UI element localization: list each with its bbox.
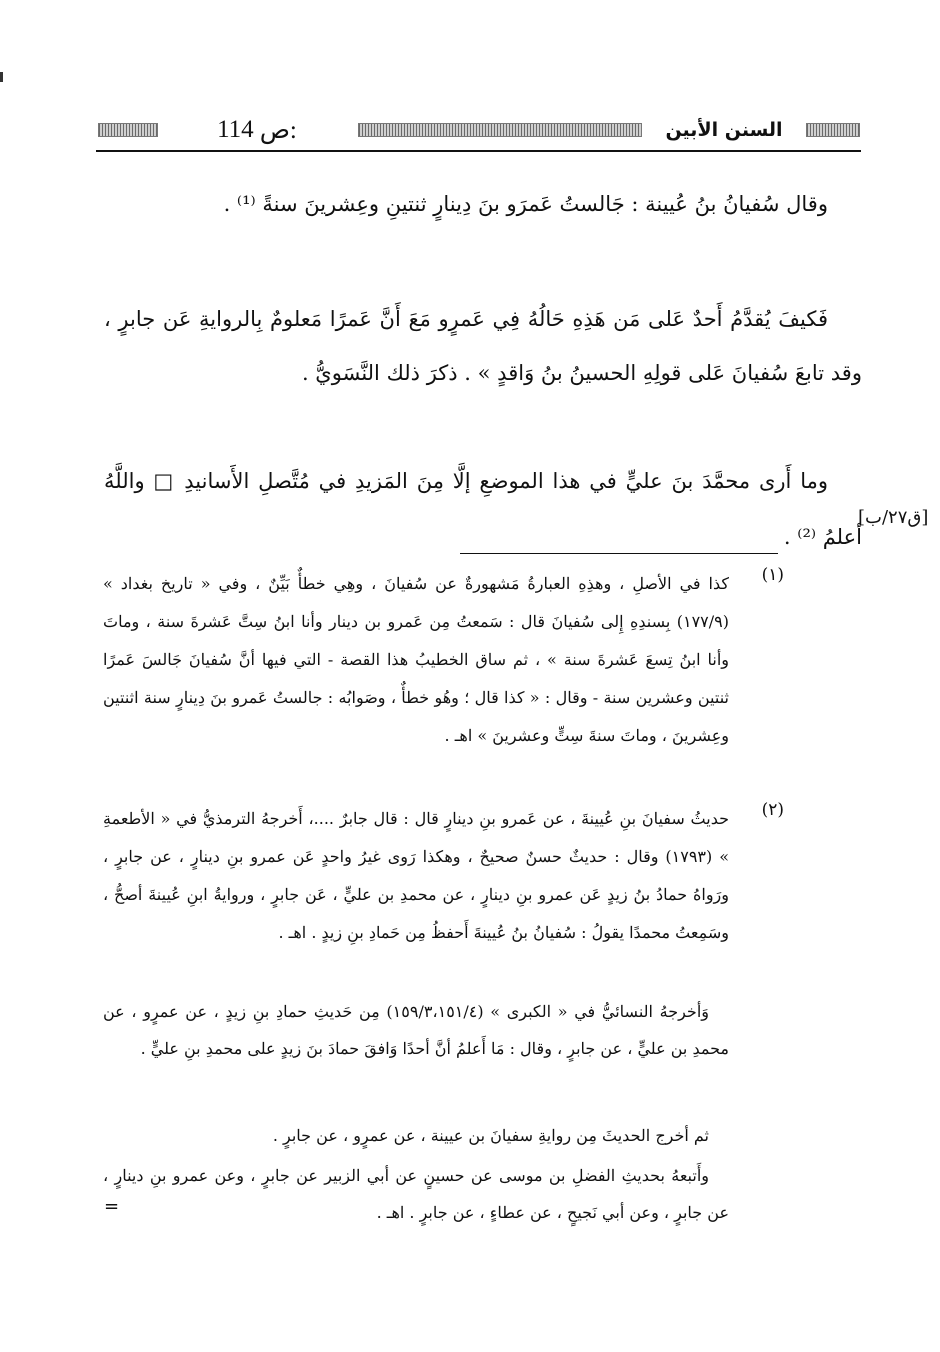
footnote-1-number: (١) — [761, 565, 784, 585]
book-title: السنن الأبين — [665, 119, 783, 141]
footnote-2-paragraph-3: ثم أخرج الحديثَ مِن روايةِ سفيانَ بن عيينة ، عن عمرٍو ، عن جابرٍ . — [272, 1126, 709, 1145]
continuation-mark: = — [104, 1196, 120, 1217]
main-paragraph-1 — [104, 180, 862, 229]
page-prefix: ص: — [259, 117, 297, 144]
main-paragraph-3 — [104, 453, 862, 565]
footnote-separator — [460, 553, 778, 554]
page-number: 114 — [217, 116, 254, 143]
footnote-2-paragraph-2: وَأخرجهُ النسائيُّ في « الكبرى » (١٥٩/٣،١٥١/٤) مِن حَديثِ حمادِ بنِ زيدٍ ، عن عمرٍو ، عن محمدِ بن عليٍّ ، عن جابرٍ ، وقال : مَا أَعلمُ أنَّ أحدًا وَافقَ حمادَ بنَ زيدٍ على محمدِ بنِ عليٍّ . — [103, 1002, 729, 1058]
scan-edge-mark — [0, 72, 3, 82]
page-header — [96, 112, 861, 152]
main-paragraph-2-text: فَكيفَ يُقدَّمُ أَحدٌ عَلى مَن هَذِهِ حَالُهُ فِي عَمرٍو مَعَ أَنَّ عَمرًا مَعلومٌ بِالروايةِ عَن جابرٍ ، وقد تابعَ سُفيانَ عَلى قولِهِ الحسينُ بنُ وَاقدٍ » . ذكرَ ذلك النَّسَويُّ . — [104, 307, 862, 385]
main-paragraph-2 — [104, 292, 862, 400]
header-ornament-left — [98, 123, 158, 137]
header-ornament-right — [806, 123, 860, 137]
footnote-2: حديثُ سفيانَ بنِ عُيينةَ ، عن عَمرو بنِ دينارٍ قال : قال جابرٌ ....، أَخرجهُ الترمذيُّ في « الأطعمةِ » (١٧٩٣) وقال : حديثٌ حسنٌ صحيحٌ ، وهكذا رَوى غيرُ واحدٍ عَن عمرو بنِ دينارٍ ، عن جابرٍ ، ورَواهُ حمادُ بنُ زيدٍ عَن عمرو بنِ دينارٍ ، عن محمدِ بن عليٍّ ، عَن جابرٍ ، وروايةُ ابنِ عُيينةَ أصحُّ ، وسَمِعتُ محمدًا يقولُ : سُفيانُ بنُ عُيينةَ أَحفظُ مِن حَمادِ بنِ زيدٍ . اهـ . — [103, 809, 729, 942]
page-number-label — [162, 112, 352, 148]
manuscript-folio-marker: [ق٢٧/ب] — [858, 507, 929, 528]
footnote-2-number: (٢) — [761, 800, 784, 820]
main-paragraph-3-text: وما أَرى محمَّدَ بنَ عليٍّ في هذا الموضعِ إلَّا مِنَ المَزيدِ في مُتَّصلِ الأَسانيدِ □ واللَّهُ أعلمُ ⁽²⁾ . — [104, 469, 862, 549]
footnote-1: كذا في الأصلِ ، وهذِهِ العبارةُ مَشهورةٌ عن سُفيانَ ، وهِي خطأٌ بَيِّنٌ ، وفي « تاريخ بغداد » (١٧٧/٩) بِسندِهِ إِلى سُفيانَ قال : سَمعتُ مِن عَمرو بن دينار وأنا ابنُ سِتَّ عَشرةَ سنة ، وماتَ وأنا ابنُ تِسعَ عَشرةَ سنة » ، ثم ساق الخطيبُ هذا القصة - التي فيها أنَّ سُفيانَ جَالسَ عَمرًا ثنتين وعشرين سنة - وقال : « كذا قال ؛ وهُو خطأٌ ، وصَوابُه : جالستُ عَمرو بنَ دِينارٍ سنة اثنتين وعِشرينَ ، وماتَ سنةَ سِتٍّ وعشرينَ » اهـ . — [103, 574, 729, 745]
footnote-2-paragraph-4: وأَتبعهُ بحديثِ الفضلِ بن موسى عن حسينٍ عن أبي الزبير عن جابرٍ ، وعن عمرو بنِ دينارٍ ، عن جابرٍ ، وعن أبي نَجيحٍ ، عن عطاءٍ ، عن جابرٍ . اهـ . — [103, 1166, 729, 1222]
main-paragraph-1-text: وقال سُفيانُ بنُ عُيينة : جَالستُ عَمرَو بنَ دِينارٍ ثنتينِ وعِشرينَ سنةً ⁽¹⁾ . — [223, 192, 828, 216]
header-ornament-middle — [358, 123, 642, 137]
